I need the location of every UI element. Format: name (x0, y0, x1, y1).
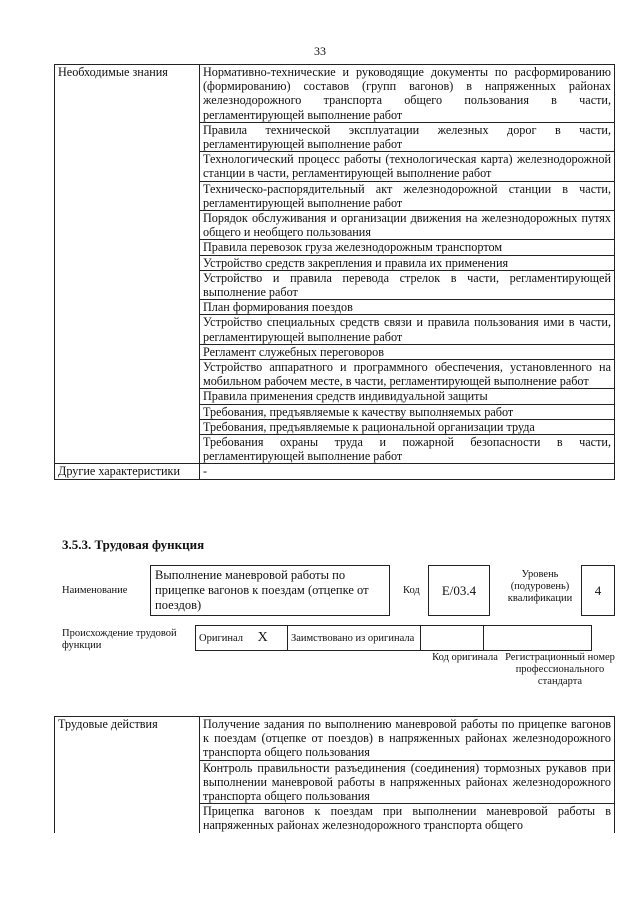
table-cell: Контроль правильности разъединения (соединения) тормозных рукавов при выполнении маневровой работы в напряженных районах железнодорожного транспорта общего пользования (200, 760, 615, 804)
knowledge-table-body (55, 65, 615, 480)
origin-code-cell (421, 626, 484, 651)
knowledge-table (54, 64, 615, 480)
table-cell: Прицепка вагонов к поездам при выполнении маневровой работы в напряженных районах железнодорожного транспорта общего (200, 804, 615, 833)
function-name-field: Выполнение маневровой работы по прицепке вагонов к поездам (отцепке от поездов) (150, 565, 390, 616)
actions-table (54, 716, 615, 833)
origin-reg-cell (484, 626, 592, 651)
row-label: Необходимые знания (55, 65, 200, 464)
original-cell (196, 626, 288, 651)
actions-table-body (55, 717, 615, 833)
table-cell: Правила перевозок груза железнодорожным транспортом (200, 240, 615, 255)
table-cell: Нормативно-технические и руководящие документы по расформированию (формированию) составов (групп вагонов) в напряженных районах железнодорожного транспорта общего пользования в части, регламентирующей выполнение работ (200, 65, 615, 123)
original-mark: X (257, 630, 268, 645)
table-cell: Требования охраны труда и пожарной безопасности в части, регламентирующей выполнение работ (200, 435, 615, 464)
table-cell: Устройство и правила перевода стрелок в части, регламентирующей выполнение работ (200, 270, 615, 299)
table-row-other (55, 464, 615, 479)
table-cell: Порядок обслуживания и организации движения на железнодорожных путях общего и необщего пользования (200, 211, 615, 240)
table-cell: План формирования поездов (200, 300, 615, 315)
table-cell: Технологический процесс работы (технологическая карта) железнодорожной станции в части, регламентирующей выполнение работ (200, 152, 615, 181)
code-original-caption: Код оригинала (432, 652, 498, 663)
code-label: Код (403, 585, 420, 596)
other-label: Другие характеристики (55, 464, 200, 479)
qualification-level-field: 4 (581, 565, 615, 616)
registration-number-caption: Регистрационный номер профессионального стандарта (505, 652, 615, 687)
section-heading: 3.5.3. Трудовая функция (62, 537, 205, 552)
table-cell: Правила применения средств индивидуальной защиты (200, 389, 615, 404)
borrowed-cell: Заимствовано из оригинала (288, 626, 421, 651)
table-cell: Техническо-распорядительный акт железнодорожной станции в части, регламентирующей выполнение работ (200, 181, 615, 210)
table-row (55, 717, 615, 761)
function-code-field: E/03.4 (428, 565, 490, 616)
table-cell: Требования, предъявляемые к качеству выполняемых работ (200, 404, 615, 419)
original-label: Оригинал (199, 633, 243, 644)
origin-table (195, 625, 592, 651)
page-number: 33 (314, 44, 326, 58)
origin-label: Происхождение трудовой функции (62, 628, 177, 651)
table-cell: Устройство специальных средств связи и правила пользования ими в части, регламентирующей выполнение работ (200, 315, 615, 344)
table-cell: Регламент служебных переговоров (200, 344, 615, 359)
table-cell: Получение задания по выполнению маневровой работы по прицепке вагонов к поездам (отцепке от поездов) в напряженных районах железнодорожного транспорта общего пользования (200, 717, 615, 761)
table-cell: Правила технической эксплуатации железных дорог в части, регламентирующей выполнение работ (200, 122, 615, 151)
table-cell: Устройство средств закрепления и правила их применения (200, 255, 615, 270)
table-cell: Устройство аппаратного и программного обеспечения, установленного на мобильном рабочем месте, в части, регламентирующей выполнение работ (200, 360, 615, 389)
other-value: - (200, 464, 615, 479)
origin-row (196, 626, 592, 651)
level-label: Уровень (подуровень) квалификации (507, 569, 573, 604)
row-label: Трудовые действия (55, 717, 200, 833)
name-label: Наименование (62, 585, 128, 596)
table-cell: Требования, предъявляемые к рациональной организации труда (200, 419, 615, 434)
table-row (55, 65, 615, 123)
